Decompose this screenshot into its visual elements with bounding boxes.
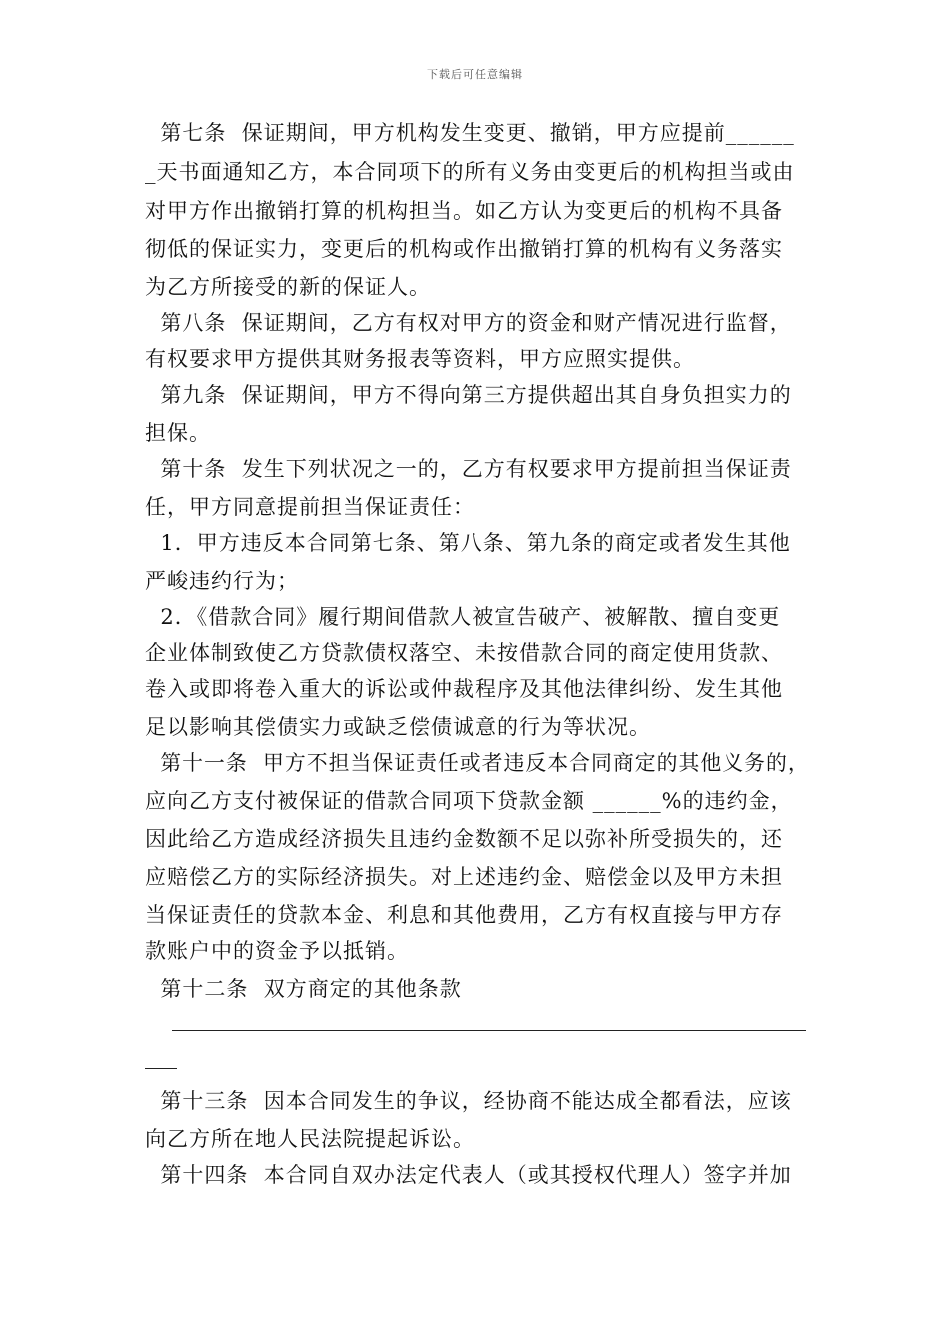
text-line: 彻低的保证实力，变更后的机构或作出撤销打算的机构有义务落实 <box>145 237 783 261</box>
text-line: 有权要求甲方提供其财务报表等资料，甲方应照实提供。 <box>145 347 695 371</box>
text-line: 第十一条 甲方不担当保证责任或者违反本合同商定的其他义务的， <box>145 751 810 775</box>
text-line: 任，甲方同意提前担当保证责任： <box>145 495 475 519</box>
text-line: 应赔偿乙方的实际经济损失。对上述违约金、赔偿金以及甲方未担 <box>145 865 783 889</box>
text-line: 严峻违约行为； <box>145 569 299 593</box>
text-line: 对甲方作出撤销打算的机构担当。如乙方认为变更后的机构不具备 <box>145 199 783 223</box>
text-line: 企业体制致使乙方贷款债权落空、未按借款合同的商定使用货款、 <box>145 641 783 665</box>
text-line: 因此给乙方造成经济损失且违约金数额不足以弥补所受损失的，还 <box>145 827 783 851</box>
page-header: 下载后可任意编辑 <box>427 68 523 81</box>
text-line: 第十二条 双方商定的其他条款 <box>145 977 462 1001</box>
text-line: 应向乙方支付被保证的借款合同项下贷款金额 ______%的违约金， <box>145 789 793 813</box>
text-line: 向乙方所在地人民法院提起诉讼。 <box>145 1127 475 1151</box>
text-line: 为乙方所接受的新的保证人。 <box>145 275 431 299</box>
text-line: 2．《借款合同》履行期间借款人被宣告破产、被解散、擅自变更 <box>145 605 781 629</box>
text-line: 1．甲方违反本合同第七条、第八条、第九条的商定或者发生其他 <box>145 531 791 555</box>
text-line: 第十条 发生下列状况之一的，乙方有权要求甲方提前担当保证责 <box>145 457 792 481</box>
text-line: 第七条 保证期间，甲方机构发生变更、撤销，甲方应提前______ <box>145 121 795 145</box>
text-line: 第十三条 因本合同发生的争议，经协商不能达成全都看法，应该 <box>145 1089 792 1113</box>
fill-in-line-continuation <box>145 1068 177 1069</box>
text-line: _天书面通知乙方，本合同项下的所有义务由变更后的机构担当或由 <box>145 160 795 184</box>
text-line: 当保证责任的贷款本金、利息和其他费用，乙方有权直接与甲方存 <box>145 903 783 927</box>
text-line: 卷入或即将卷入重大的诉讼或仲裁程序及其他法律纠纷、发生其他 <box>145 677 783 701</box>
fill-in-line <box>172 1030 806 1031</box>
text-line: 第八条 保证期间，乙方有权对甲方的资金和财产情况进行监督， <box>145 311 792 335</box>
text-line: 担保。 <box>145 421 211 445</box>
text-line: 足以影响其偿债实力或缺乏偿债诚意的行为等状况。 <box>145 715 651 739</box>
text-line: 款账户中的资金予以抵销。 <box>145 939 409 963</box>
text-line: 第九条 保证期间，甲方不得向第三方提供超出其自身负担实力的 <box>145 383 792 407</box>
text-line: 第十四条 本合同自双办法定代表人（或其授权代理人）签字并加 <box>145 1163 792 1187</box>
